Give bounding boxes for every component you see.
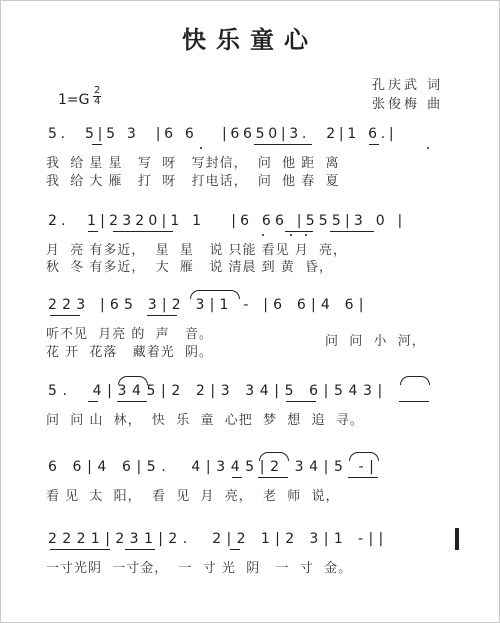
tie-slur: [190, 290, 240, 299]
music-line: 2. 1|2320|1 1 |6 66 |555|3 0 |: [48, 213, 407, 229]
eighth-underline: [232, 477, 242, 478]
eighth-underline: [50, 315, 80, 316]
lyric-verse-1: 一寸光阴 一寸金， 一 寸 光 阴 一 寸 金。: [46, 561, 353, 576]
key-signature: 1=G: [58, 92, 90, 108]
lyric-shared: 问 问 小 河，: [325, 334, 426, 349]
time-signature: [93, 86, 101, 107]
music-line: 5. 4|345|2 2|3 34|5 6|543|: [48, 383, 388, 399]
eighth-underline: [399, 401, 429, 402]
eighth-underline: [258, 477, 288, 478]
eighth-underline: [50, 549, 110, 550]
song-title: 快乐童心: [182, 25, 318, 54]
music-line: 223 |65 3|2 3|1 - |6 6|4 6|: [48, 297, 369, 313]
lyric-verse-2: 秋 冬 有多近， 大 雁 说 清晨 到 黄 昏，: [46, 260, 333, 275]
lyric-verse-2: 我 给 大 雁 打 呀 打电话， 问 他 春 夏: [46, 174, 340, 189]
eighth-underline: [117, 401, 147, 402]
eighth-underline: [348, 477, 378, 478]
eighth-underline: [369, 144, 379, 145]
lyric-verse-1: 月 亮 有多近， 星 星 说 只能 看见 月 亮，: [46, 243, 347, 258]
slur: [400, 376, 430, 385]
eighth-underline: [113, 231, 173, 232]
music-line: 5. 5|5 3 |6 6 |6650|3. 2|1 6.|: [48, 126, 398, 142]
meter-bottom: 4: [94, 96, 101, 107]
eighth-underline: [286, 401, 316, 402]
lyricist-credit: 孔庆武 词: [372, 78, 444, 93]
low-octave-dot: [200, 147, 202, 149]
meter-top: 2: [94, 85, 101, 96]
slur: [349, 452, 379, 461]
low-octave-dot: [427, 147, 429, 149]
eighth-underline: [330, 231, 374, 232]
lyric-verse-1: 问 问 山 林， 快 乐 童 心把 梦 想 追 寻。: [46, 413, 364, 428]
eighth-underline: [88, 231, 98, 232]
slur: [118, 376, 148, 385]
eighth-underline: [125, 549, 155, 550]
lyric-verse-1: 看 见 太 阳， 看 见 月 亮， 老 师 说，: [46, 489, 340, 504]
eighth-underline: [147, 315, 177, 316]
low-octave-dot: [262, 234, 264, 236]
composer-credit: 张俊梅 曲: [372, 97, 444, 112]
eighth-underline: [254, 144, 312, 145]
music-line: 2221|231|2. 2|2 1|2 3|1 -||: [48, 531, 389, 547]
lyric-verse-1: 我 给 星 星 写 呀 写封信， 问 他 距 离: [46, 156, 340, 171]
low-octave-dot: [290, 234, 292, 236]
eighth-underline: [285, 231, 313, 232]
eighth-underline: [88, 401, 98, 402]
lyric-verse-1: 听不见 月亮 的 声 音。: [46, 327, 214, 342]
slur: [259, 452, 289, 461]
final-barline: [455, 528, 459, 550]
music-line: 6 6|4 6|5. 4|345|2 34|5 -|: [48, 459, 380, 475]
eighth-underline: [230, 549, 240, 550]
eighth-underline: [92, 144, 102, 145]
low-octave-dot: [305, 234, 307, 236]
lyric-verse-2: 花 开 花落 藏着光 阴。: [46, 345, 214, 360]
